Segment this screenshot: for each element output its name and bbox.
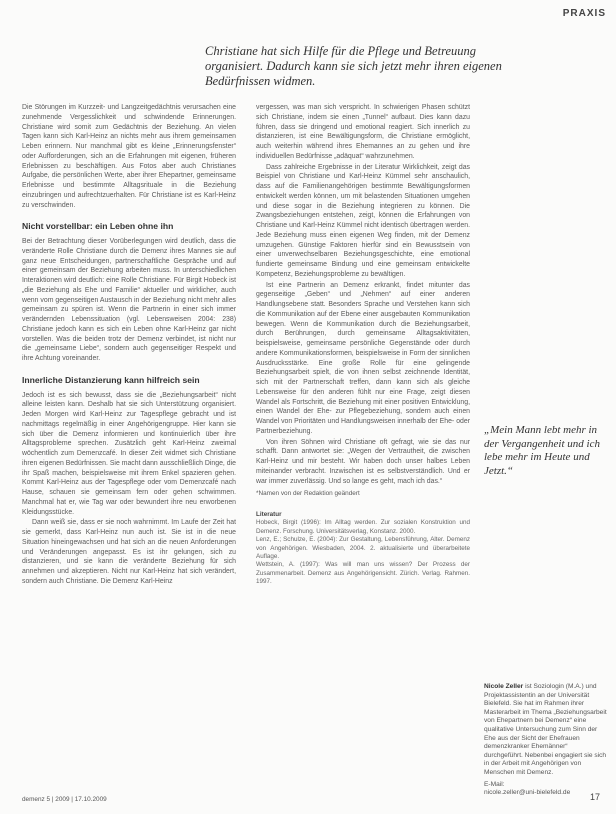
author-name: Nicole Zeller <box>484 683 524 690</box>
literature-item: Lenz, E.; Schulze, E. (2004): Zur Gestaltung, Lebensführung, Alter. Demenz von Angehörigen. Wiesbaden, 2004. 2. aktualisierte und überarbeitete Auflage. <box>256 536 470 561</box>
left-column <box>22 103 236 588</box>
paragraph: Jedoch ist es sich bewusst, dass sie die „Beziehungsarbeit“ nicht alleine leisten kann. Deshalb hat sie sich Unterstützung organisiert. Jeden Morgen wird Karl-Heinz zur Tagespflege gebracht und ist nachmittags regelmäßig in einer Angehörigengruppe. Hier kann sie sich über die Demenz informieren und kontinuierlich über ihre Alltagsprobleme sprechen. Zusätzlich geht Karl-Heinz zweimal wöchentlich zum Demenzcafé. In dieser Zeit widmet sich Christiane ihren eigenen Bedürfnissen. Sie macht dann ausschließlich Dinge, die ihr Spaß machen, beispielsweise mit ihrem Enkel spazieren gehen. Kommt Karl-Heinz aus der Tagespflege oder vom Demenzcafé nach Hause, schauen sie gemeinsam fern oder gehen schwimmen. Manchmal hat er, wie Tag war oder bewundert ihre neu erworbenen Kleidungsstücke. <box>22 391 236 516</box>
literature-item: Hobeck, Birgit (1996): Im Alltag werden. Zur sozialen Konstruktion und Demenz. Forschung. Universitätsverlag, Konstanz. 2000. <box>256 519 470 535</box>
pull-quote-side: „Mein Mann lebt mehr in der Vergangenheit und ich lebe mehr im Heute und Jetzt.“ <box>484 424 600 477</box>
middle-column <box>256 103 470 587</box>
paragraph: Die Störungen im Kurzzeit- und Langzeitgedächtnis verursachen eine zunehmende Vergesslichkeit und schwindende Erinnerungen. Christiane wird somit zum Gedächtnis der Beziehung. An vielen Tagen kann sich Karl-Heinz an nichts mehr aus ihrem gemeinsamen Leben erinnern. Nur manchmal gibt es kleine „Erinnerungsfenster“ oder Aufforderungen, sich an die Erfahrungen mit eigenen, früheren Erlebnissen zu beschäftigen. Aus Fotos aber auch Christianes Aufgabe, die persönlichen Werte, aber ihrer Ehepartner, gemeinsame Erlebnisse und bestimmte Alltagsrituale in die Beziehung einzubringen und aufrechtzuerhalten. Für Christiane ist es Karl-Heinz zu verschwinden. <box>22 104 236 209</box>
paragraph: Ist eine Partnerin an Demenz erkrankt, findet mitunter das gegenseitige „Geben“ und „Nehmen“ auf einer anderen Handlungsebene statt. Besonders Sprache und Verstehen kann sich die Kommunikation auf der Ebene einer ausgebauten Kommunikation bewegen. Wenn die Kommunikation durch die Beziehungsarbeit, durch Berührungen, durch gemeinsame Alltagsaktivitäten, beispielsweise, gemeinsame persönliche Gegenstände oder durch andere Kommunikationsformen, beispielsweise in Form der sinnlichen Ausdrucksstärke. Eine große Rolle für eine gelingende Beziehungsarbeit spielt, die von ihnen selbst zeichnende Identität, sich mit der Partnerschaft treffen, dann kann sich als gleiche Lebensweise für den anderen fühlt nur eine Frage, zeigt diesen Wandel als Fortschritt, die Beziehung mit einer positiven Entwicklung, einen Wandel der Ehe- zur Pflegebeziehung, sondern auch einen Wandel von Prioritäten und Handlungsweisen innerhalb der Ehe- oder Partnerbeziehung. <box>256 281 470 435</box>
paragraph: Dann weiß sie, dass er sie noch wahrnimmt. Im Laufe der Zeit hat sie gemerkt, dass Karl-Heinz nun auch ist. Sie ist in die neue Situation hineingewachsen und hat sich an die neuen Anforderungen und Veränderungen angepasst. Es ist ihr gelungen, sich zu distanzieren, und sie kann die veränderte Beziehung für sich annehmen und akzeptieren. Nicht nur Karl-Heinz hat sich verändert, sondern auch Christiane. Die Demenz Karl-Heinz <box>22 519 236 585</box>
section-label: PRAXIS <box>562 8 606 19</box>
author-email[interactable]: nicole.zeller@uni-bielefeld.de <box>484 789 571 797</box>
subheading: Nicht vorstellbar: ein Leben ohne ihn <box>22 221 174 232</box>
paragraph: Bei der Betrachtung dieser Vorüberlegungen wird deutlich, dass die veränderte Rolle Christiane durch die Demenz ihres Mannes sie auf ganz neue Entscheidungen, partnerschaftliche Gespräche und auf einer gemeinsam der Beziehung arbeiten muss. In unterschiedlichen Interaktionen wird deutlich: eine Rolle Christiane. Für Birgit Hobeck ist „die Beziehung als Ehe und Familie“ aktueller und wirklicher, auch wenn vom gegenseitigen Austausch in der Beziehung nicht mehr alles gemeinsam zu spüren ist. Wenn die Partnerin in einer sich immer verändernden Lebenssituation (vgl. Lebensweisen 2004: 238) Christiane jedoch kann es sich ein Leben ohne Karl-Heinz gar nicht vorstellen. Was die beiden trotz der Demenz verbindet, ist nicht nur die „gemeinsame Liebe“, sondern auch gegenseitiger Respekt und ihre Achtung voreinander. <box>22 238 236 362</box>
paragraph: Von ihren Söhnen wird Christiane oft gefragt, wie sie das nur schafft. Dann antwortet sie: „Wegen der Vertrautheit, die zwischen Karl-Heinz und mir besteht. Wir haben doch unser halbes Leben miteinander verbracht. Inzwischen ist es selbstverständlich. Und er war immer zuverlässig. Und so lange es geht, mach ich das.“ <box>256 438 470 485</box>
literature <box>256 511 470 587</box>
paragraph: Dass zahlreiche Ergebnisse in der Literatur Wirklichkeit, zeigt das Beispiel von Christiane und Karl-Heinz Kümmel sehr anschaulich, dass auf die Familienangehörigen bestimmte Bewältigungsformen entwickelt werden können, um mit belastenden Situationen umgehen und diese sogar in die Beziehung integrieren zu können. Die Zwangsbeziehungen entstehen, zeigt, können die Erfahrungen von Christiane und Karl-Heinz Kümmel nicht identisch übertragen werden. Jede Beziehung muss einen eigenen Weg finden, mit der Demenz umzugehen. Günstige Faktoren hierfür sind ein Bewusstsein von einer unverwechselbaren Beziehungsgeschichte, eine emotional fundierte gemeinsame Bindung und eine gemeinsam entwickelte Kompetenz, Beziehungsprobleme zu bewältigen. <box>256 163 470 278</box>
author-bio <box>484 683 608 798</box>
subheading: Innerliche Distanzierung kann hilfreich sein <box>22 374 200 385</box>
literature-item: Wettstein, A. (1997): Was will man uns wissen? Der Prozess der Zusammenarbeit. Demenz aus Angehörigensicht. Zürich. Verlag. Rahmen. 1997. <box>256 561 470 586</box>
email-label: E-Mail: <box>484 780 505 788</box>
pull-quote-top: Christiane hat sich Hilfe für die Pflege und Betreuung organisiert. Dadurch kann sie sich jetzt mehr ihren eigenen Bedürfnissen widmen. <box>205 44 502 88</box>
page-number: 17 <box>589 792 600 802</box>
author-description: ist Soziologin (M.A.) und Projektassistentin an der Universität Bielefeld. Sie hat im Rahmen ihrer Masterarbeit im Thema „Beziehungsarbeit von Ehepartnern bei Demenz“ eine qualitative Untersuchung zum Sinn der Ehe aus der Sicht der Ehefrauen demenzkranker Ehemänner“ durchgeführt. Nebenbei engagiert sie sich in der Arbeit mit Angehörigen von Menschen mit Demenz. <box>484 683 607 776</box>
footnote: *Namen von der Redaktion geändert <box>256 490 360 498</box>
literature-label: Literatur <box>256 511 282 518</box>
footer-citation: demenz 5 | 2009 | 17.10.2009 <box>22 796 107 803</box>
paragraph: vergessen, was man sich verspricht. In schwierigen Phasen schützt sich Christiane, indem sie einen „Tunnel“ aufbaut. Dies kann dazu führen, dass sie dringend und emotional reagiert. Sich innerlich zu distanzieren, ist eine Bewältigungsform, die Christiane ermöglicht, auch weiterhin während ihres Ehemannes an zu gehen und ihre individuellen Bedürfnisse „adäquat“ wahrzunehmen. <box>256 104 470 160</box>
